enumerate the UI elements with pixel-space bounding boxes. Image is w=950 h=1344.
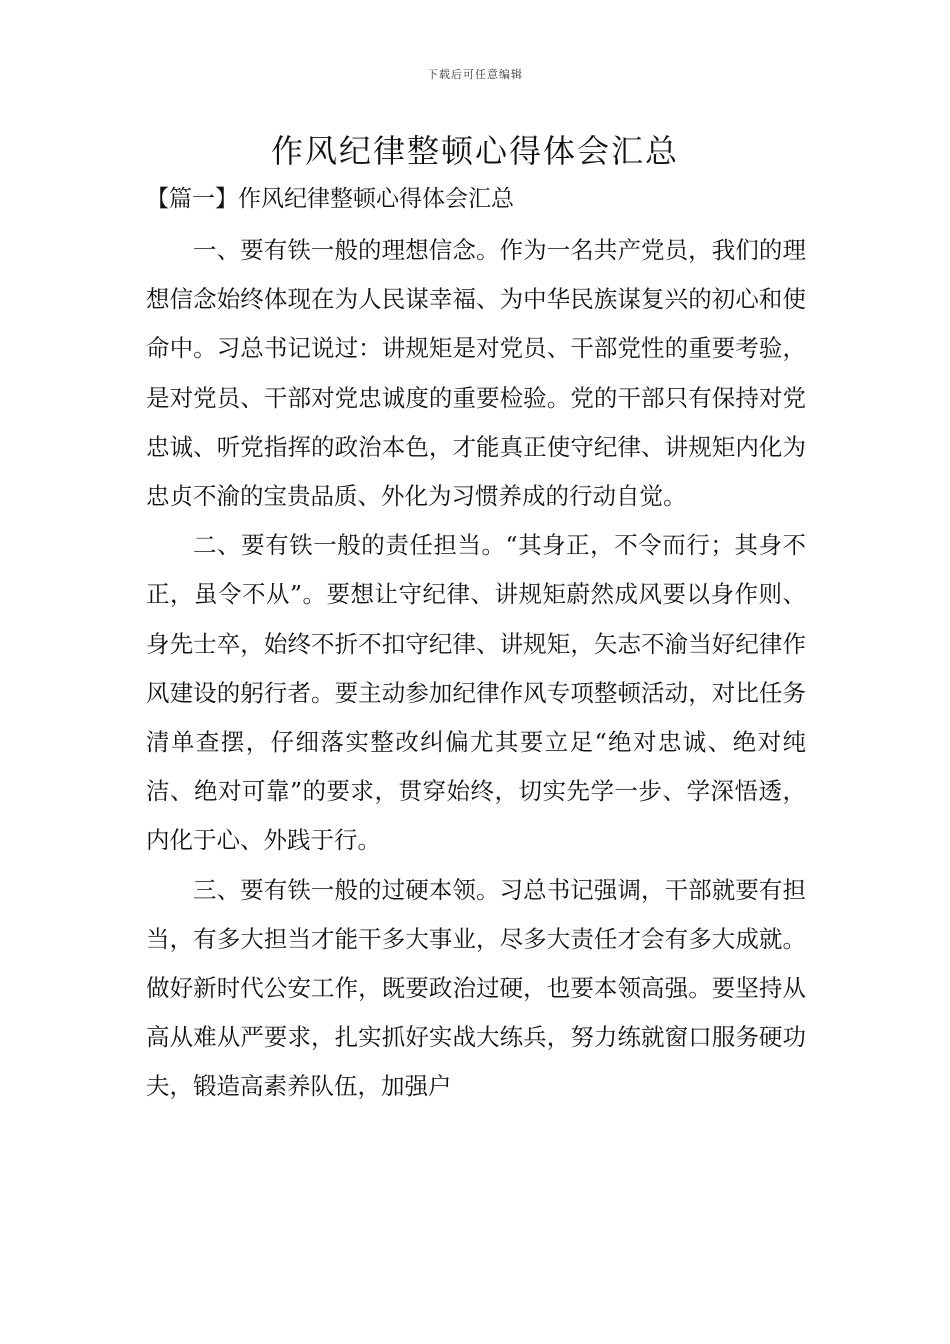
header-note: 下载后可任意编辑 xyxy=(427,68,523,81)
document-title: 作风纪律整顿心得体会汇总 xyxy=(270,132,679,170)
document-body xyxy=(146,226,806,1112)
paragraph-1: 一、要有铁一般的理想信念。作为一名共产党员，我们的理想信念始终体现在为人民谋幸福、为中华民族谋复兴的初心和使命中。习总书记说过：讲规矩是对党员、干部党性的重要考验，是对党员、干部对党忠诚度的重要检验。党的干部只有保持对党忠诚、听党指挥的政治本色，才能真正使守纪律、讲规矩内化为忠贞不渝的宝贵品质、外化为习惯养成的行动自觉。 xyxy=(146,236,806,511)
section-heading: 【篇一】作风纪律整顿心得体会汇总 xyxy=(146,186,514,212)
paragraph-3: 三、要有铁一般的过硬本领。习总书记强调，干部就要有担当，有多大担当才能干多大事业，尽多大责任才会有多大成就。做好新时代公安工作，既要政治过硬，也要本领高强。要坚持从高从难从严要求，扎实抓好实战大练兵，努力练就窗口服务硬功夫，锻造高素养队伍，加强户 xyxy=(146,875,806,1101)
paragraph-2: 二、要有铁一般的责任担当。“其身正，不令而行；其身不正，虽令不从”。要想让守纪律、讲规矩蔚然成风要以身作则、身先士卒，始终不折不扣守纪律、讲规矩，矢志不渝当好纪律作风建设的躬行者。要主动参加纪律作风专项整顿活动，对比任务清单查摆，仔细落实整改纠偏尤其要立足“绝对忠诚、绝对纯洁、绝对可靠”的要求，贯穿始终，切实先学一步、学深悟透，内化于心、外践于行。 xyxy=(146,531,806,855)
